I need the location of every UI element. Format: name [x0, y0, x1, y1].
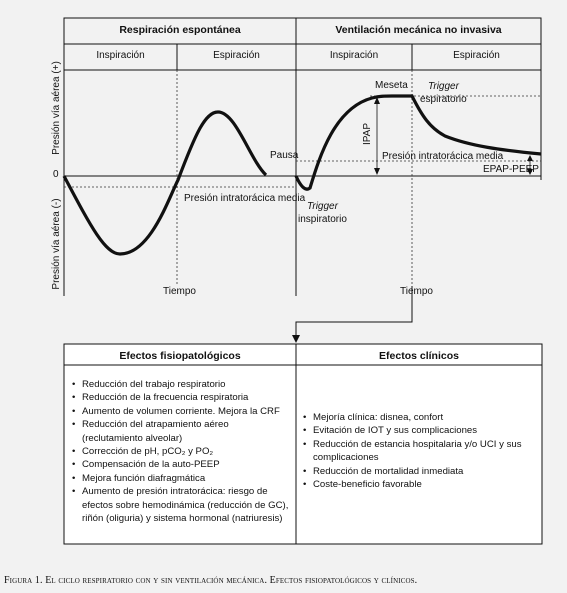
- list-item: • Reducción del trabajo respiratorio: [72, 378, 292, 391]
- left-inspiration-label: Inspiración: [96, 50, 145, 61]
- list-item: • Mejora función diafragmática: [72, 472, 292, 485]
- list-item: • Compensación de la auto-PEEP: [72, 458, 292, 471]
- left-expiration-label: Espiración: [213, 50, 260, 61]
- right-inspiration-label: Inspiración: [329, 50, 379, 61]
- list-item: • Aumento de presión intratorácica: riesgo de efectos sobre hemodinámica (reducción de GC), riñón (oliguria) y sistema hormonal (natriuresis): [72, 485, 292, 525]
- trigger-esp-label: espiratorio: [420, 94, 467, 105]
- epap-peep-label: EPAP-PEEP: [483, 164, 539, 175]
- pim-left-label: Presión intratorácica media: [184, 193, 306, 204]
- physio-effects-title: Efectos fisiopatológicos: [119, 350, 241, 362]
- figure-caption: Figura 1. El ciclo respiratorio con y sin ventilación mecánica. Efectos fisiopatológicos y clínicos.: [4, 575, 418, 586]
- ipap-label: IPAP: [362, 122, 373, 146]
- connector-line: [296, 286, 412, 337]
- list-item: • Coste-beneficio favorable: [303, 478, 539, 491]
- list-item: • Reducción de mortalidad inmediata: [303, 465, 539, 478]
- list-item: • Reducción de estancia hospitalaria y/o UCI y sus complicaciones: [303, 438, 539, 465]
- list-item: • Reducción de la frecuencia respiratoria: [72, 391, 292, 404]
- clinical-effects-title: Efectos clínicos: [379, 350, 459, 362]
- physio-effects-list: [72, 378, 292, 525]
- tiempo-right-label: Tiempo: [400, 286, 433, 297]
- left-panel-title: Respiración espontánea: [119, 24, 241, 36]
- right-panel-title: Ventilación mecánica no invasiva: [335, 24, 502, 36]
- pim-right-label: Presión intratorácica media: [382, 151, 504, 162]
- clinical-effects-list: [303, 411, 539, 491]
- meseta-label: Meseta: [375, 80, 408, 91]
- y-axis-negative-label: Presión vía aérea (-): [51, 198, 62, 290]
- list-item: • Reducción del atrapamiento aéreo (reclutamiento alveolar): [72, 418, 292, 445]
- list-item: • Mejoría clínica: disnea, confort: [303, 411, 539, 424]
- y-axis-positive-label: Presión vía aérea (+): [51, 61, 62, 155]
- tiempo-left-label: Tiempo: [163, 286, 196, 297]
- zero-label: 0: [53, 169, 59, 180]
- list-item: • Corrección de pH, pCO₂ y PO₂: [72, 445, 292, 458]
- niv-curve: [296, 96, 541, 189]
- list-item: • Aumento de volumen corriente. Mejora la CRF: [72, 405, 292, 418]
- trigger-esp-italic: Trigger: [428, 81, 459, 92]
- spontaneous-curve: [64, 112, 266, 254]
- list-item: • Evitación de IOT y sus complicaciones: [303, 424, 539, 437]
- trigger-insp-italic: Trigger: [307, 201, 338, 212]
- trigger-insp-label: inspiratorio: [298, 214, 347, 225]
- right-expiration-label: Espiración: [453, 50, 500, 61]
- pausa-label: Pausa: [270, 150, 299, 161]
